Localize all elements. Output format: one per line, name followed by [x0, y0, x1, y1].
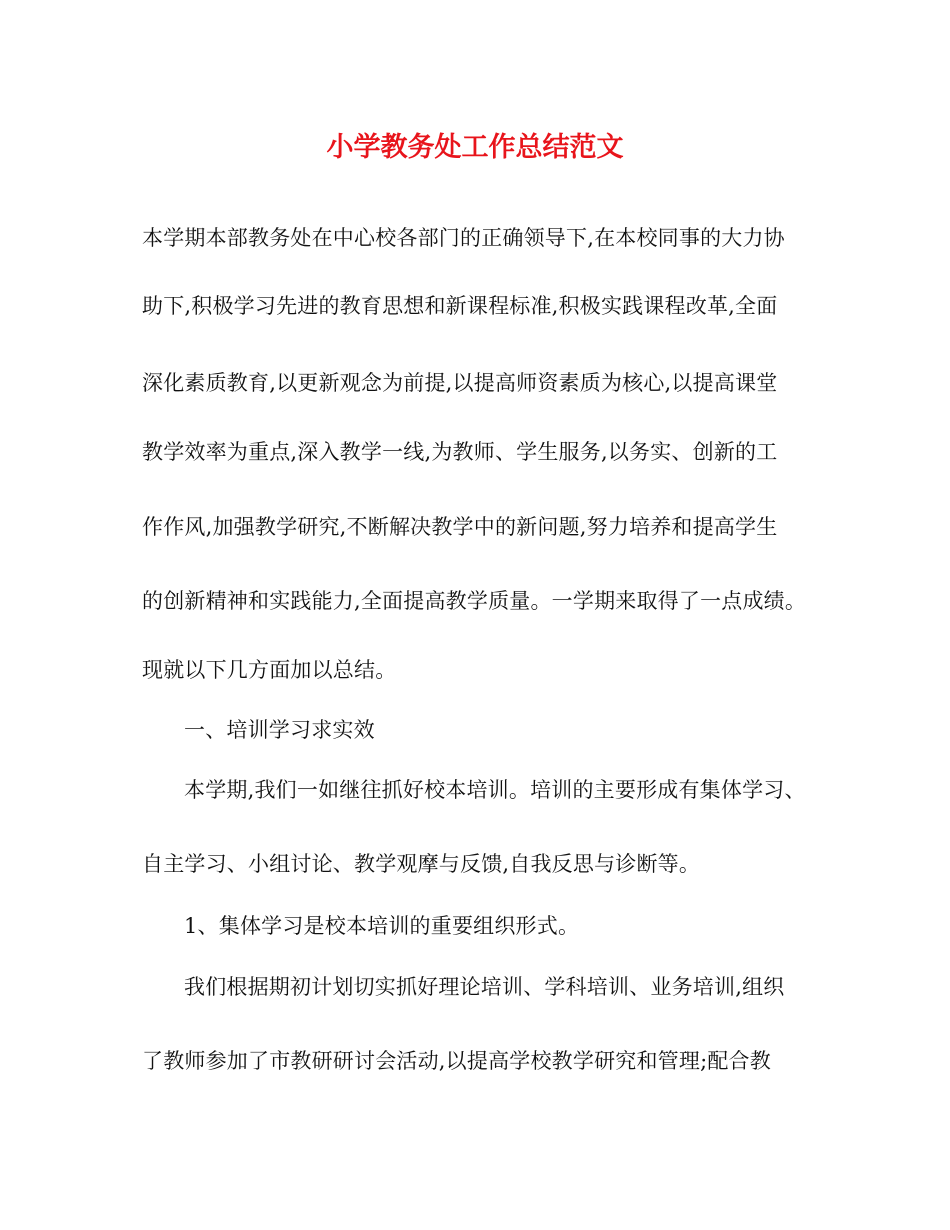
body-line: 的创新精神和实践能力,全面提高教学质量。一学期来取得了一点成绩。 — [142, 589, 807, 613]
body-line: 本学期,我们一如继往抓好校本培训。培训的主要形成有集体学习、 — [184, 778, 806, 802]
section-heading: 一、培训学习求实效 — [184, 718, 375, 742]
body-line: 助下,积极学习先进的教育思想和新课程标准,积极实践课程改革,全面 — [142, 294, 778, 318]
body-line: 教学效率为重点,深入教学一线,为教师、学生服务,以务实、创新的工 — [142, 440, 778, 464]
body-line: 本学期本部教务处在中心校各部门的正确领导下,在本校同事的大力协 — [142, 226, 785, 250]
body-line: 作作风,加强教学研究,不断解决教学中的新问题,努力培养和提高学生 — [142, 515, 778, 539]
document-title: 小学教务处工作总结范文 — [326, 132, 624, 163]
subsection-heading: 1、集体学习是校本培训的重要组织形式。 — [184, 914, 580, 938]
body-line: 了教师参加了市教研研讨会活动,以提高学校教学研究和管理;配合教 — [142, 1049, 771, 1073]
body-line: 我们根据期初计划切实抓好理论培训、学科培训、业务培训,组织 — [184, 975, 785, 999]
body-line: 深化素质教育,以更新观念为前提,以提高师资素质为核心,以提高课堂 — [142, 371, 778, 395]
body-line: 现就以下几方面加以总结。 — [142, 658, 397, 682]
body-line: 自主学习、小组讨论、教学观摩与反馈,自我反思与诊断等。 — [142, 852, 701, 876]
